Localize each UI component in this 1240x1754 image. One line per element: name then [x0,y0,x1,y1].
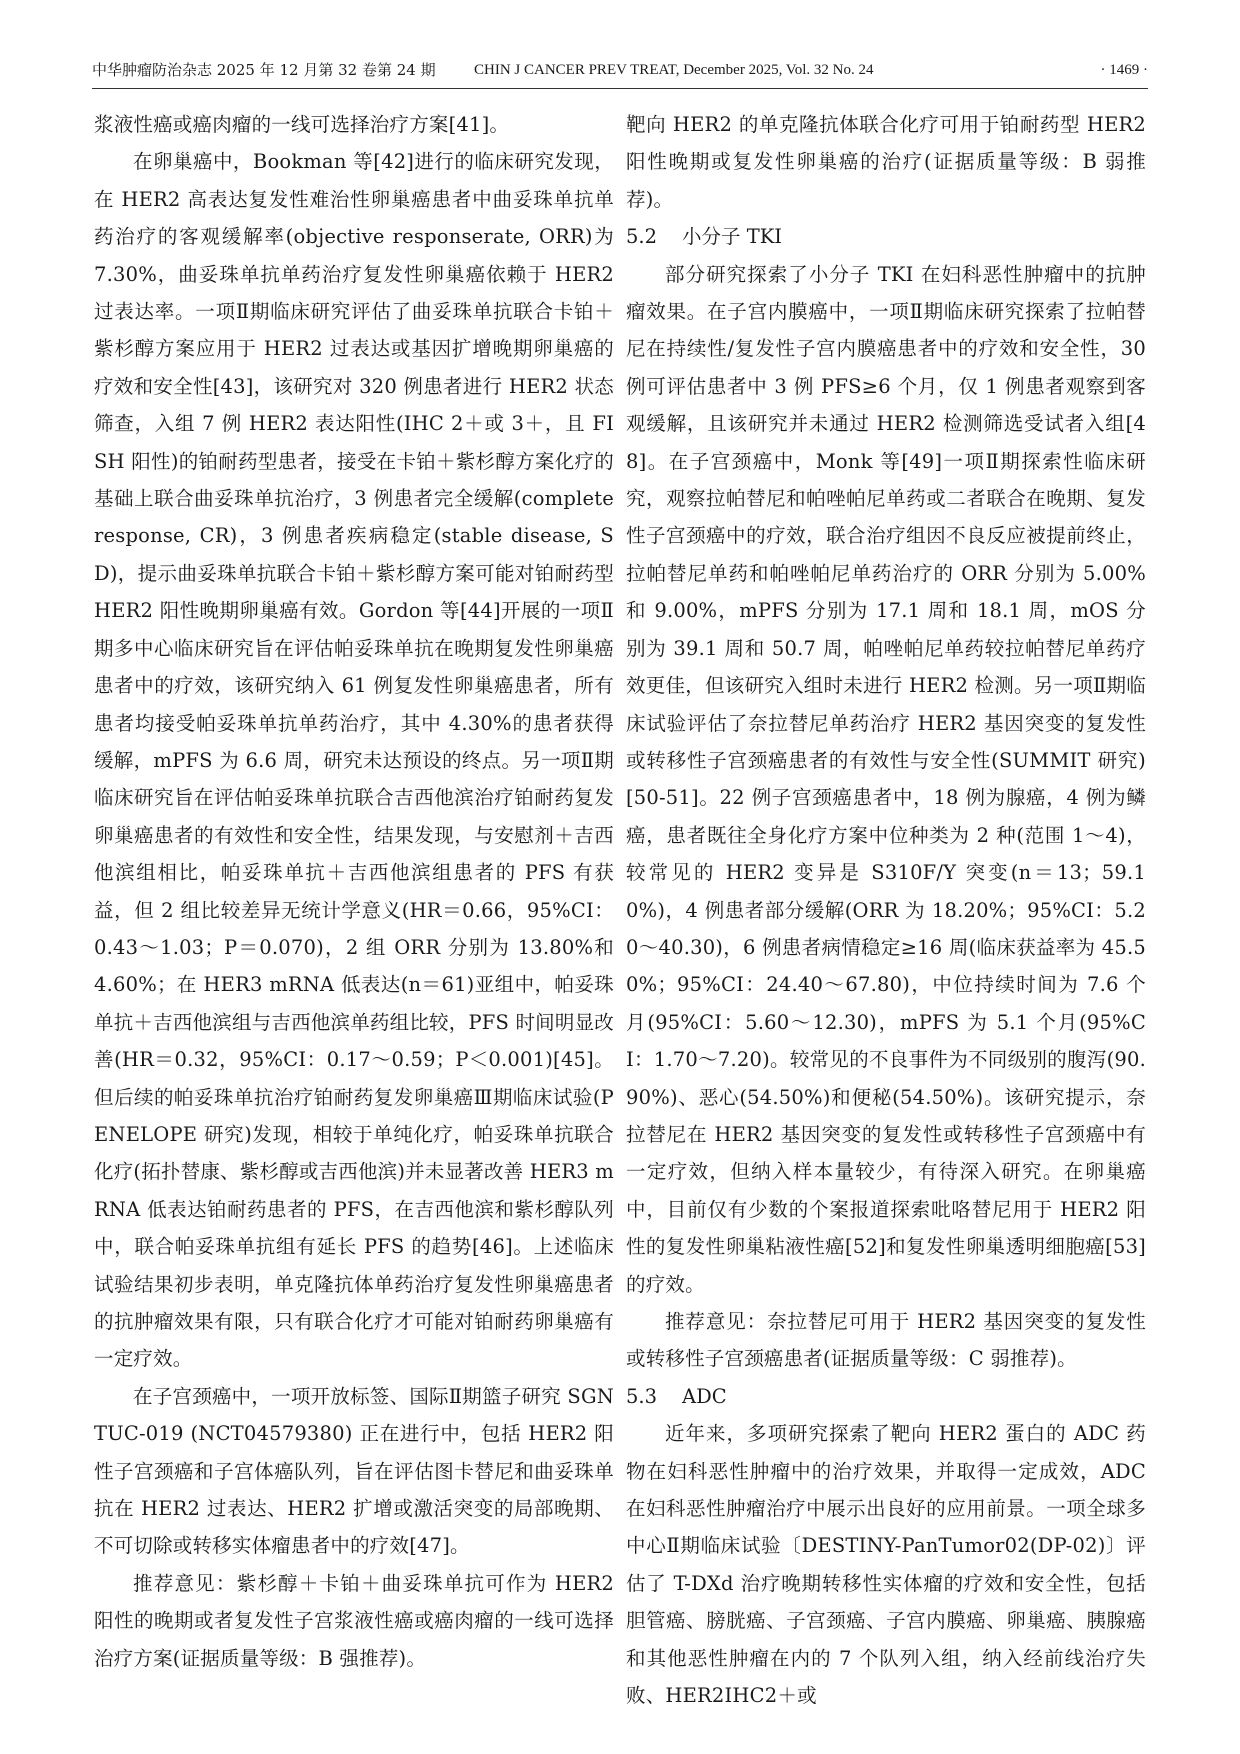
paragraph-ovarian-cancer: 在卵巢癌中，Bookman 等[42]进行的临床研究发现，在 HER2 高表达复发性难治性卵巢癌患者中曲妥珠单抗单药治疗的客观缓解率(objective responserate, ORR)为 7.30%，曲妥珠单抗单药治疗复发性卵巢癌依赖于 HER2 过表达率。一项Ⅱ期临床研究评估了曲妥珠单抗联合卡铂＋紫杉醇方案应用于 HER2 过表达或基因扩增晚期卵巢癌的疗效和安全性[43]，该研究对 320 例患者进行 HER2 状态筛查，入组 7 例 HER2 表达阳性(IHC 2＋或 3＋，且 FISH 阳性)的铂耐药型患者，接受在卡铂＋紫杉醇方案化疗的基础上联合曲妥珠单抗治疗，3 例患者完全缓解(complete response, CR)，3 例患者疾病稳定(stable disease, SD)，提示曲妥珠单抗联合卡铂＋紫杉醇方案可能对铂耐药型 HER2 阳性晚期卵巢癌有效。Gordon 等[44]开展的一项Ⅱ期多中心临床研究旨在评估帕妥珠单抗在晚期复发性卵巢癌患者中的疗效，该研究纳入 61 例复发性卵巢癌患者，所有患者均接受帕妥珠单抗单药治疗，其中 4.30%的患者获得缓解，mPFS 为 6.6 周，研究未达预设的终点。另一项Ⅱ期临床研究旨在评估帕妥珠单抗联合吉西他滨治疗铂耐药复发卵巢癌患者的有效性和安全性，结果发现，与安慰剂＋吉西他滨组相比，帕妥珠单抗＋吉西他滨组患者的 PFS 有获益，但 2 组比较差异无统计学意义(HR＝0.66，95%CI：0.43～1.03；P＝0.070)，2 组 ORR 分别为 13.80%和 4.60%；在 HER3 mRNA 低表达(n＝61)亚组中，帕妥珠单抗＋吉西他滨组与吉西他滨单药组比较，PFS 时间明显改善(HR＝0.32，95%CI：0.17～0.59；P＜0.001)[45]。但后续的帕妥珠单抗治疗铂耐药复发卵巢癌Ⅲ期临床试验(PENELOPE 研究)发现，相较于单纯化疗，帕妥珠单抗联合化疗(拓扑替康、紫杉醇或吉西他滨)并未显著改善 HER3 mRNA 低表达铂耐药患者的 PFS，在吉西他滨和紫杉醇队列中，联合帕妥珠单抗组有延长 PFS 的趋势[46]。上述临床试验结果初步表明，单克隆抗体单药治疗复发性卵巢癌患者的抗肿瘤效果有限，只有联合化疗才可能对铂耐药卵巢癌有一定疗效。 [94,150,614,1371]
paragraph-continuation: 靶向 HER2 的单克隆抗体联合化疗可用于铂耐药型 HER2 阳性晚期或复发性卵巢癌的治疗(证据质量等级：B 弱推荐)。 [626,113,1146,211]
page-number: · 1469 · [1100,62,1148,78]
running-header [92,52,1148,89]
section-heading-5-3 [626,1378,1146,1415]
paragraph-adc: 近年来，多项研究探索了靶向 HER2 蛋白的 ADC 药物在妇科恶性肿瘤中的治疗效果，并取得一定成效，ADC 在妇科恶性肿瘤治疗中展示出良好的应用前景。一项全球多中心Ⅱ期临床试验〔DESTINY-PanTumor02(DP-02)〕评估了 T-DXd 治疗晚期转移性实体瘤的疗效和安全性，包括胆管癌、膀胱癌、子宫颈癌、子宫内膜癌、卵巢癌、胰腺癌和其他恶性肿瘤在内的 7 个队列入组，纳入经前线治疗失败、HER2IHC2＋或 [626,1422,1146,1708]
journal-title-en: CHIN J CANCER PREV TREAT, December 2025, Vol. 32 No. 24 [474,62,874,78]
paragraph-tki: 部分研究探索了小分子 TKI 在妇科恶性肿瘤中的抗肿瘤效果。在子宫内膜癌中，一项Ⅱ期临床研究探索了拉帕替尼在持续性/复发性子宫内膜癌患者中的疗效和安全性，30 例可评估患者中 3 例 PFS≥6 个月，仅 1 例患者观察到客观缓解，且该研究并未通过 HER2 检测筛选受试者入组[48]。在子宫颈癌中，Monk 等[49]一项Ⅱ期探索性临床研究，观察拉帕替尼和帕唑帕尼单药或二者联合在晚期、复发性子宫颈癌中的疗效，联合治疗组因不良反应被提前终止，拉帕替尼单药和帕唑帕尼单药治疗的 ORR 分别为 5.00%和 9.00%，mPFS 分别为 17.1 周和 18.1 周，mOS 分别为 39.1 周和 50.7 周，帕唑帕尼单药较拉帕替尼单药疗效更佳，但该研究入组时未进行 HER2 检测。另一项Ⅱ期临床试验评估了奈拉替尼单药治疗 HER2 基因突变的复发性或转移性子宫颈癌患者的有效性与安全性(SUMMIT 研究)[50-51]。22 例子宫颈癌患者中，18 例为腺癌，4 例为鳞癌，患者既往全身化疗方案中位种类为 2 种(范围 1～4)，较常见的 HER2 变异是 S310F/Y 突变(n＝13；59.10%)，4 例患者部分缓解(ORR 为 18.20%；95%CI：5.20～40.30)，6 例患者病情稳定≥16 周(临床获益率为 45.50%；95%CI：24.40～67.80)，中位持续时间为 7.6 个月(95%CI：5.60～12.30)，mPFS 为 5.1 个月(95%CI：1.70～7.20)。较常见的不良事件为不同级别的腹泻(90.90%)、恶心(54.50%)和便秘(54.50%)。该研究提示，奈拉替尼在 HER2 基因突变的复发性或转移性子宫颈癌中有一定疗效，但纳入样本量较少，有待深入研究。在卵巢癌中，目前仅有少数的个案报道探索吡咯替尼用于 HER2 阳性的复发性卵巢粘液性癌[52]和复发性卵巢透明细胞癌[53]的疗效。 [626,262,1146,1296]
right-column [626,106,1146,1714]
section-heading-5-2 [626,218,1146,255]
paragraph-continuation: 浆液性癌或癌肉瘤的一线可选择治疗方案[41]。 [94,113,510,136]
section-title: 小分子 TKI [682,225,782,249]
section-number: 5.3 [626,1384,658,1408]
recommendation-paragraph: 推荐意见：奈拉替尼可用于 HER2 基因突变的复发性或转移性子宫颈癌患者(证据质量等级：C 弱推荐)。 [626,1310,1146,1371]
left-column [94,106,614,1677]
section-number: 5.2 [626,225,658,249]
recommendation-paragraph: 推荐意见：紫杉醇＋卡铂＋曲妥珠单抗可作为 HER2 阳性的晚期或者复发性子宫浆液性癌或癌肉瘤的一线可选择治疗方案(证据质量等级：B 强推荐)。 [94,1571,614,1670]
journal-title-cn: 中华肿瘤防治杂志 2025 年 12 月第 32 卷第 24 期 [92,61,436,79]
section-title: ADC [682,1384,727,1408]
paragraph-cervical-cancer: 在子宫颈癌中，一项开放标签、国际Ⅱ期篮子研究 SGNTUC-019 (NCT04579380) 正在进行中，包括 HER2 阳性子宫颈癌和子宫体癌队列，旨在评估图卡替尼和曲妥珠单抗在 HER2 过表达、HER2 扩增或激活突变的局部晚期、不可切除或转移实体瘤患者中的疗效[47]。 [94,1384,614,1558]
